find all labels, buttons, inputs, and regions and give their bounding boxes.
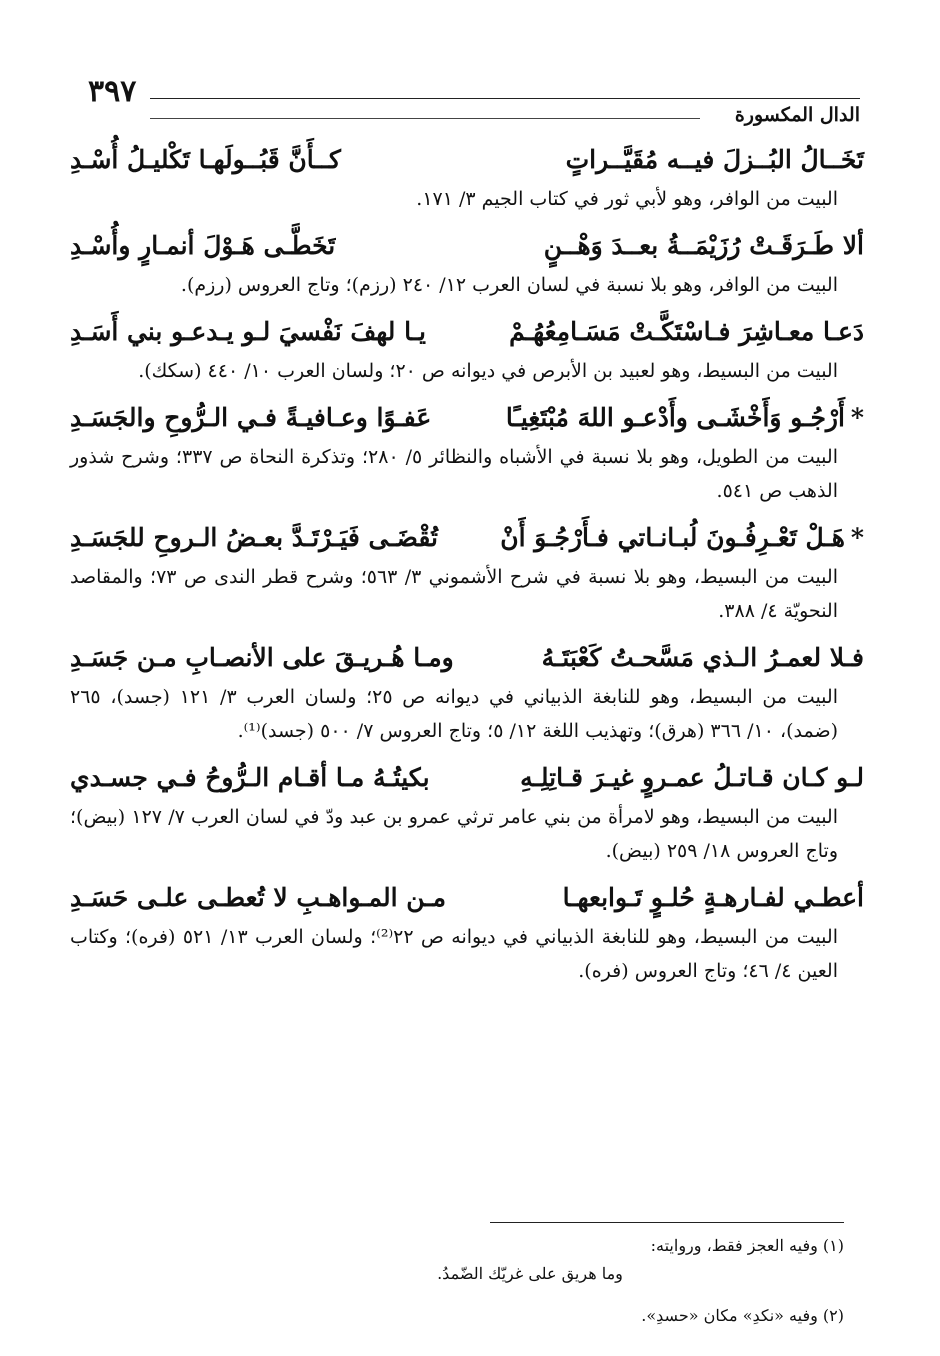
- verse-entry: [70, 138, 864, 216]
- verse-entry: [70, 310, 864, 388]
- verse-first-hemistich: فـلا لعمـرُ الـذي مَسَّحـتُ كَعْبَتَـهُ: [541, 643, 864, 672]
- verse-entry: [70, 876, 864, 988]
- footnote-rule: [490, 1222, 844, 1223]
- verse-second-hemistich: عَفـوًا وعـافيـةً فـي الـرُّوحِ والجَسَـدِ: [70, 403, 432, 432]
- asterisk-marker: *: [850, 403, 864, 432]
- verse-line: [70, 516, 864, 560]
- verse-reference: البيت من الوافر، وهو لأبي ثور في كتاب الجيم ٣/ ١٧١.: [416, 188, 838, 210]
- verse-second-hemistich: تُقْضَـى فَيَـرْتَـدَّ بعـضُ الـروحِ للجَسَـدِ: [70, 523, 438, 552]
- verse-second-hemistich: كــأَنَّ قَبُــولَهـا تَكْليـلُ أُسْـدِ: [70, 145, 341, 174]
- asterisk-marker: *: [850, 523, 864, 552]
- verse-first-hemistich: هَـلْ تَعْـرِفُـونَ لُبـانـاتي فـأَرْجُـوَ أَنْ: [500, 523, 845, 552]
- verse-second-hemistich: مـن المـواهـبِ لا تُعطـى علـى حَسَـدِ: [70, 883, 447, 912]
- verse-reference: البيت من البسيط، وهو بلا نسبة في شرح الأشموني ٣/ ٥٦٣؛ وشرح قطر الندى ص ٧٣؛ والمقاصد النحويّة ٤/ ٣٨٨.: [70, 566, 838, 622]
- footnote-2: (٢) وفيه «نكدِ» مكان «حسدِ».: [641, 1306, 844, 1325]
- verse-line: [70, 138, 864, 182]
- verse-reference: البيت من الوافر، وهو بلا نسبة في لسان العرب ١٢/ ٢٤٠ (رزم)؛ وتاج العروس (رزم).: [180, 274, 838, 296]
- verse-line: [70, 224, 864, 268]
- verse-line: [70, 756, 864, 800]
- footnote-1: (١) وفيه العجز فقط، وروايته:: [650, 1236, 844, 1255]
- verse-second-hemistich: بكيتُـهُ مـا أقـام الـرُّوحُ فـي جسـدي: [70, 763, 430, 792]
- header-rule: [150, 98, 860, 99]
- verse-line: [70, 636, 864, 680]
- verse-reference: البيت من البسيط، وهو للنابغة الذبياني في ديوانه ص ٢٢⁽²⁾؛ ولسان العرب ١٣/ ٥٢١ (فره)؛ وكتاب العين ٤/ ٤٦؛ وتاج العروس (فره).: [70, 926, 838, 982]
- verse-entry: [70, 516, 864, 628]
- verse-entry: [70, 224, 864, 302]
- verse-list: [70, 138, 864, 996]
- verse-reference: البيت من البسيط، وهو لامرأة من بني عامر ترثي عمرو بن عبد ودّ في لسان العرب ٧/ ١٢٧ (بيض)؛ وتاج العروس ١٨/ ٢٥٩ (بيض).: [70, 806, 839, 862]
- verse-line: [70, 876, 864, 920]
- verse-reference: البيت من البسيط، وهو لعبيد بن الأبرص في ديوانه ص ٢٠؛ ولسان العرب ١٠/ ٤٤٠ (سكك).: [138, 360, 838, 382]
- verse-line: [70, 396, 864, 440]
- verse-first-hemistich: ألا طَـرَقَـتْ رُزَيْمَــةُ بعــدَ وَهْــنٍ: [543, 231, 864, 260]
- verse-second-hemistich: ومـا هُـريـقَ على الأنصـابِ مـن جَسَـدِ: [70, 643, 454, 672]
- footnotes: [96, 1232, 844, 1330]
- verse-second-hemistich: يـا لهفَ نَفْسيَ لـو يـدعـو بني أَسَـدِ: [70, 317, 426, 346]
- verse-first-hemistich: دَعـا معـاشِرَ فـاسْتَكَّـتْ مَسَـامِعُهُـمْ: [509, 317, 864, 346]
- verse-first-hemistich: أعطـي لفـارهـةٍ حُلـوٍ تَـوابعهـا: [562, 883, 864, 912]
- footnote-1-quote: وما هريق على غريّك الضّمدُ.: [437, 1264, 623, 1283]
- verse-reference: البيت من الطويل، وهو بلا نسبة في الأشباه والنظائر ٥/ ٢٨٠؛ وتذكرة النحاة ص ٣٣٧؛ وشرح شذور الذهب ص ٥٤١.: [70, 446, 838, 502]
- verse-entry: [70, 636, 864, 748]
- verse-entry: [70, 396, 864, 508]
- running-head-rule: [150, 118, 700, 119]
- verse-first-hemistich: أَرْجُـو وَأَخْشَـى وأَدْعـو اللهَ مُبْتَغِيـًا: [505, 403, 845, 432]
- page-number: ٣٩٧: [88, 74, 137, 109]
- running-head: الدال المكسورة: [729, 104, 860, 126]
- verse-first-hemistich: تَخَــالُ البُــزلَ فيــه مُقَيَّــراتٍ: [565, 145, 864, 174]
- verse-first-hemistich: لـو كـان قـاتـلُ عمـروٍ غيـرَ قـاتِلِـهِ: [520, 763, 864, 792]
- verse-second-hemistich: تَخَطَّـى هَـوْلَ أنمـارٍ وأُسْـدِ: [70, 231, 336, 260]
- verse-entry: [70, 756, 864, 868]
- verse-line: [70, 310, 864, 354]
- verse-reference: البيت من البسيط، وهو للنابغة الذبياني في ديوانه ص ٢٥؛ ولسان العرب ٣/ ١٢١ (جسد)، ٢٦٥ (ضمد)، ١٠/ ٣٦٦ (هرق)؛ وتهذيب اللغة ١٢/ ٥؛ وتاج العروس ٧/ ٥٠٠ (جسد)⁽¹⁾.: [70, 686, 838, 742]
